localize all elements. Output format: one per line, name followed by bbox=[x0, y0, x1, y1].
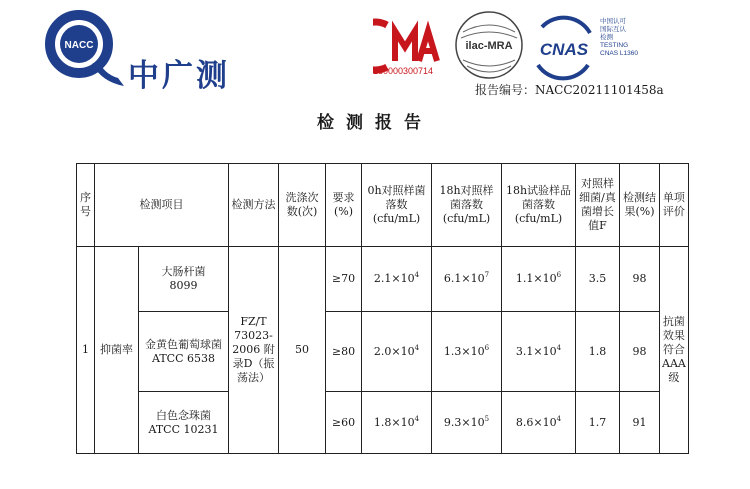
col-requirement: 要求(%) bbox=[326, 164, 362, 247]
organism-cell bbox=[139, 247, 229, 312]
mantissa: 1.3×10 bbox=[443, 344, 485, 358]
organism-name: 白色念珠菌 bbox=[156, 408, 211, 422]
cnas-logo bbox=[528, 13, 600, 85]
test-18h-cell bbox=[502, 247, 576, 312]
brand-name: 中广测 bbox=[128, 58, 230, 94]
col-control-0h: 0h对照样菌落数(cfu/mL) bbox=[362, 164, 432, 247]
report-number-value: NACC20211101458a bbox=[535, 83, 664, 97]
organism-name: 大肠杆菌 bbox=[161, 265, 206, 278]
header-row bbox=[77, 164, 689, 247]
cma-number: 180000300714 bbox=[373, 66, 434, 76]
control-0h-cell bbox=[362, 392, 432, 454]
cnas-caption-line: 检测 bbox=[600, 34, 613, 41]
organism-strain: ATCC 6538 bbox=[151, 351, 215, 365]
result-cell: 98 bbox=[620, 312, 660, 392]
col-test-18h: 18h试验样品菌落数(cfu/mL) bbox=[502, 164, 576, 247]
table-row bbox=[77, 392, 689, 454]
col-result: 检测结果(%) bbox=[620, 164, 660, 247]
organism-cell bbox=[139, 312, 229, 392]
svg-text:NACC: NACC bbox=[64, 40, 94, 51]
growth-cell: 1.7 bbox=[576, 392, 620, 454]
control-0h-cell bbox=[362, 247, 432, 312]
control-0h-cell bbox=[362, 312, 432, 392]
exponent: 4 bbox=[414, 343, 420, 352]
wash-cell: 50 bbox=[279, 247, 326, 454]
cnas-caption-line: 国际互认 bbox=[600, 26, 626, 33]
requirement-cell: ≥70 bbox=[326, 247, 362, 312]
requirement-cell: ≥60 bbox=[326, 392, 362, 454]
col-method: 检测方法 bbox=[229, 164, 279, 247]
test-18h-cell bbox=[502, 392, 576, 454]
requirement-cell: ≥80 bbox=[326, 312, 362, 392]
control-18h-cell bbox=[432, 392, 502, 454]
organism-strain: ATCC 10231 bbox=[148, 422, 219, 436]
table-row bbox=[77, 247, 689, 312]
mantissa: 9.3×10 bbox=[443, 415, 485, 429]
svg-text:ilac-MRA: ilac-MRA bbox=[465, 40, 513, 52]
category-cell: 抑菌率 bbox=[95, 247, 139, 454]
ilac-mra-logo bbox=[453, 8, 525, 82]
results-table bbox=[76, 163, 689, 454]
result-cell: 91 bbox=[620, 392, 660, 454]
control-18h-cell bbox=[432, 247, 502, 312]
svg-text:CNAS: CNAS bbox=[539, 40, 589, 59]
cnas-caption-line: 中国认可 bbox=[600, 18, 626, 25]
table-row bbox=[77, 312, 689, 392]
test-18h-cell bbox=[502, 312, 576, 392]
mantissa: 2.0×10 bbox=[373, 344, 415, 358]
mantissa: 6.1×10 bbox=[443, 272, 485, 285]
mantissa: 3.1×10 bbox=[515, 344, 557, 358]
exponent: 6 bbox=[556, 271, 562, 279]
col-seq: 序号 bbox=[77, 164, 95, 247]
report-title: 检测报告 bbox=[317, 113, 433, 133]
col-growth: 对照样细菌/真菌增长值F bbox=[576, 164, 620, 247]
col-item: 检测项目 bbox=[95, 164, 229, 247]
growth-cell: 1.8 bbox=[576, 312, 620, 392]
cnas-caption bbox=[600, 18, 638, 58]
exponent: 4 bbox=[556, 414, 562, 423]
seq-cell: 1 bbox=[77, 247, 95, 454]
organism-cell bbox=[139, 392, 229, 454]
exponent: 4 bbox=[556, 343, 562, 352]
method-cell: FZ/T 73023-2006 附录D（振荡法） bbox=[229, 247, 279, 454]
exponent: 6 bbox=[484, 343, 490, 352]
result-cell: 98 bbox=[620, 247, 660, 312]
growth-cell: 3.5 bbox=[576, 247, 620, 312]
mantissa: 1.8×10 bbox=[373, 415, 415, 429]
mantissa: 1.1×10 bbox=[515, 272, 557, 285]
report-number bbox=[475, 81, 664, 98]
report-number-label: 报告编号： bbox=[475, 83, 536, 97]
cnas-caption-line: CNAS L1360 bbox=[600, 50, 638, 57]
mantissa: 2.1×10 bbox=[373, 272, 415, 285]
cnas-caption-line: TESTING bbox=[600, 42, 629, 49]
exponent: 5 bbox=[484, 414, 490, 423]
col-wash: 洗涤次数(次) bbox=[279, 164, 326, 247]
mantissa: 8.6×10 bbox=[515, 415, 557, 429]
control-18h-cell bbox=[432, 312, 502, 392]
organism-name: 金黄色葡萄球菌 bbox=[145, 337, 222, 351]
col-evaluation: 单项评价 bbox=[660, 164, 689, 247]
col-control-18h: 18h对照样菌落数(cfu/mL) bbox=[432, 164, 502, 247]
exponent: 4 bbox=[414, 271, 420, 279]
exponent: 4 bbox=[414, 414, 420, 423]
evaluation-cell: 抗菌效果符合AAA级 bbox=[660, 247, 689, 454]
exponent: 7 bbox=[484, 271, 490, 279]
organism-strain: 8099 bbox=[169, 279, 198, 292]
